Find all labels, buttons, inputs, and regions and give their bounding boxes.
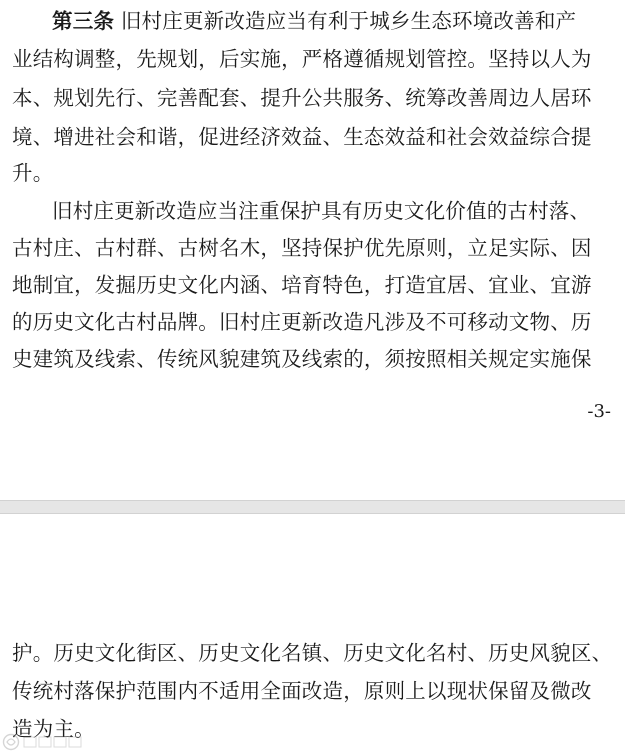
paragraph-text: 旧村庄更新改造应当有利于城乡生态环境改善和产	[114, 9, 577, 33]
paragraph-line: 境、增进社会和谐，促进经济效益、生态效益和社会效益综合提	[12, 125, 592, 149]
paragraph-line: 造为主。	[12, 717, 95, 741]
paragraph-line: 史建筑及线索、传统风貌建筑及线索的，须按照相关规定实施保	[12, 347, 592, 371]
watermark-text-icon	[23, 735, 85, 749]
paragraph-line: 传统村落保护范围内不适用全面改造，原则上以现状保留及微改	[12, 679, 592, 703]
paragraph-line: 地制宜，发掘历史文化内涵、培育特色，打造宜居、宜业、宜游	[12, 273, 592, 297]
paragraph-line: 升。	[12, 161, 54, 185]
document-page-bottom	[0, 514, 625, 753]
paragraph-line: 的历史文化古村品牌。旧村庄更新改造凡涉及不可移动文物、历	[12, 310, 592, 334]
article-number: 第三条	[52, 9, 115, 33]
paragraph-line	[52, 8, 576, 34]
paragraph-line: 护。历史文化街区、历史文化名镇、历史文化名村、历史风貌区、	[12, 641, 613, 665]
page-number: -3-	[587, 401, 611, 422]
paragraph-line: 业结构调整，先规划，后实施，严格遵循规划管控。坚持以人为	[12, 47, 592, 71]
watermark	[2, 733, 85, 751]
page-separator	[0, 500, 625, 514]
paragraph-line: 本、规划先行、完善配套、提升公共服务、统筹改善周边人居环	[12, 86, 592, 110]
paragraph-line: 旧村庄更新改造应当注重保护具有历史文化价值的古村落、	[52, 199, 591, 223]
watermark-logo-icon	[2, 733, 20, 751]
paragraph-line: 古村庄、古村群、古树名木，坚持保护优先原则，立足实际、因	[12, 236, 592, 260]
